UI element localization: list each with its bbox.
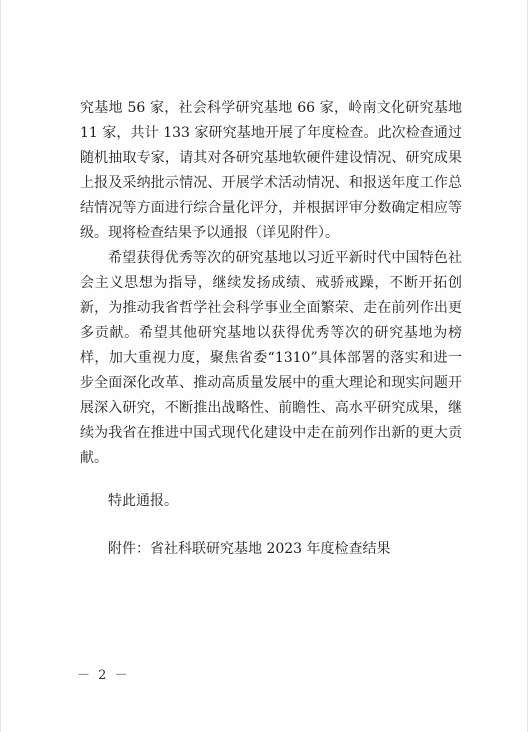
paragraph-hope: 希望获得优秀等次的研究基地以习近平新时代中国特色社会主义思想为指导，继续发扬成绩、戒骄戒躁，不断开拓创新，为推动我省哲学社会科学事业全面繁荣、走在前列作出更多贡献。希望其他研究基地以获得优秀等次的研究基地为榜样，加大重视力度，聚焦省委“1310”具体部署的落实和进一步全面深化改革、推动高质量发展中的重大理论和现实问题开展深入研究，不断推出战略性、前瞻性、高水平研究成果，继续为我省在推进中国式现代化建设中走在前列作出新的更大贡献。 (80, 250, 462, 466)
page-number: － 2 － (77, 668, 130, 683)
attachment-line: 附件：省社科联研究基地 2023 年度检查结果 (108, 541, 391, 557)
document-body (80, 96, 462, 562)
paragraph-continued: 究基地 56 家，社会科学研究基地 66 家，岭南文化研究基地 11 家，共计 133 家研究基地开展了年度检查。此次检查通过随机抽取专家，请其对各研究基地软硬件建设情况、研究成果上报及采纳批示情况、开展学术活动情况、和报送年度工作总结情况等方面进行综合量化评分，并根据评审分数确定相应等级。现将检查结果予以通报（详见附件）。 (80, 100, 462, 241)
closing-statement: 特此通报。 (108, 493, 178, 509)
